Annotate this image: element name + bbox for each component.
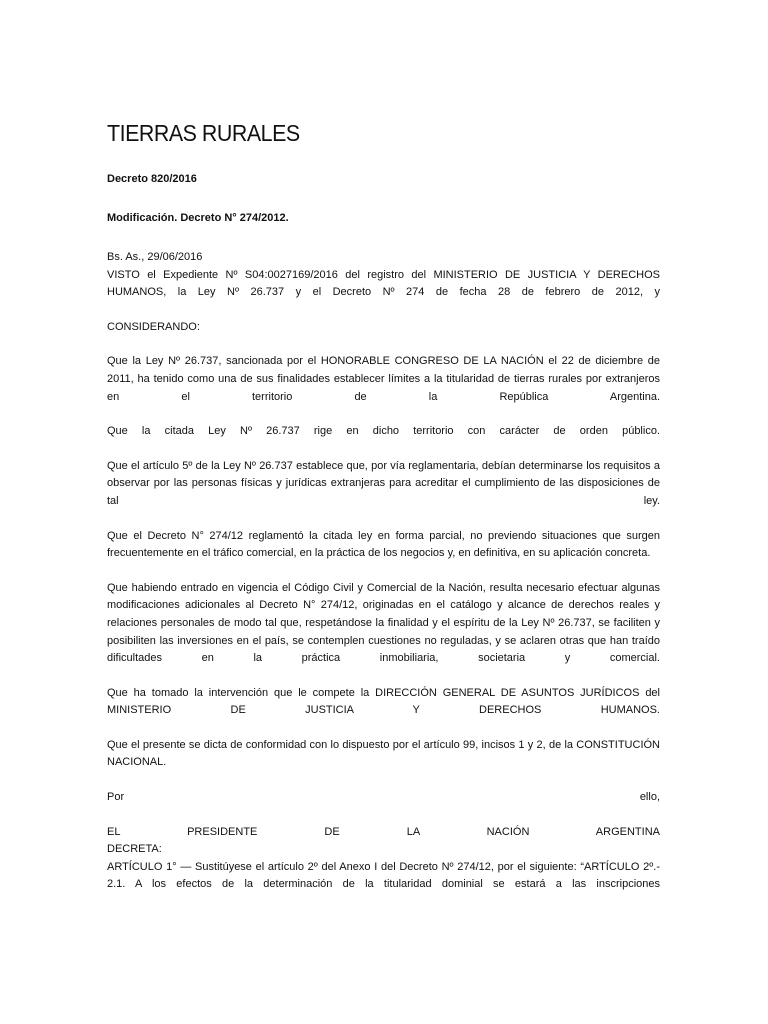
article-1: ARTÍCULO 1° — Sustitúyese el artículo 2º del Anexo I del Decreto Nº 274/12, por el siguiente: “ARTÍCULO 2º.- 2.1. A los efectos de la determinación de la titularidad dominial se estará a las inscripciones bbox=[107, 860, 660, 891]
considerando-paragraph-3: Que el artículo 5º de la Ley Nº 26.737 establece que, por vía reglamentaria, debían determinarse los requisitos a observar por las personas físicas y jurídicas extranjeras para acreditar el cumplimiento de las disposiciones de tal ley. bbox=[107, 459, 660, 507]
considerando-paragraph-6: Que ha tomado la intervención que le compete la DIRECCIÓN GENERAL DE ASUNTOS JURÍDICOS del MINISTERIO DE JUSTICIA Y DERECHOS HUMANOS. bbox=[107, 686, 660, 717]
por-ello-line: Por ello, bbox=[107, 791, 660, 804]
considerando-paragraph-7: Que el presente se dicta de conformidad con lo dispuesto por el artículo 99, incisos 1 y 2, de la CONSTITUCIÓN NACIONAL. bbox=[107, 738, 660, 769]
decreta-heading: DECRETA: bbox=[107, 843, 162, 856]
decree-number: Decreto 820/2016 bbox=[107, 173, 197, 185]
president-line: EL PRESIDENTE DE LA NACIÓN ARGENTINA bbox=[107, 825, 660, 838]
considerando-paragraph-2: Que la citada Ley Nº 26.737 rige en dicho territorio con carácter de orden público. bbox=[107, 425, 660, 438]
place-date: Bs. As., 29/06/2016 bbox=[107, 251, 203, 263]
document-page bbox=[107, 120, 660, 894]
considerando-heading: CONSIDERANDO: bbox=[107, 320, 200, 333]
considerando-paragraph-4: Que el Decreto N° 274/12 reglamentó la citada ley en forma parcial, no previendo situaciones que surgen frecuentemente en el tráfico comercial, en la práctica de los negocios y, en definitiva, en su aplicación concreta. bbox=[107, 529, 660, 560]
document-title: TIERRAS RURALES bbox=[107, 120, 300, 146]
modification-line: Modificación. Decreto N° 274/2012. bbox=[107, 212, 289, 224]
considerando-paragraph-1: Que la Ley Nº 26.737, sancionada por el HONORABLE CONGRESO DE LA NACIÓN el 22 de diciembre de 2011, ha tenido como una de sus finalidades establecer límites a la titularidad de tierras rurales por extranjeros en el territorio de la República Argentina. bbox=[107, 355, 660, 403]
considerando-paragraph-5: Que habiendo entrado en vigencia el Código Civil y Comercial de la Nación, resulta necesario efectuar algunas modificaciones adicionales al Decreto N° 274/12, originadas en el catálogo y alcance de derechos reales y relaciones personales de modo tal que, respetándose la finalidad y el espíritu de la Ley Nº 26.737, se faciliten y posibiliten las inversiones en el país, se contemplen cuestiones no reguladas, y se aclaren otras que han traído dificultades en la práctica inmobiliaria, societaria y comercial. bbox=[107, 581, 660, 665]
visto-paragraph: VISTO el Expediente Nº S04:0027169/2016 del registro del MINISTERIO DE JUSTICIA Y DERECHOS HUMANOS, la Ley Nº 26.737 y el Decreto Nº 274 de fecha 28 de febrero de 2012, y bbox=[107, 268, 660, 299]
